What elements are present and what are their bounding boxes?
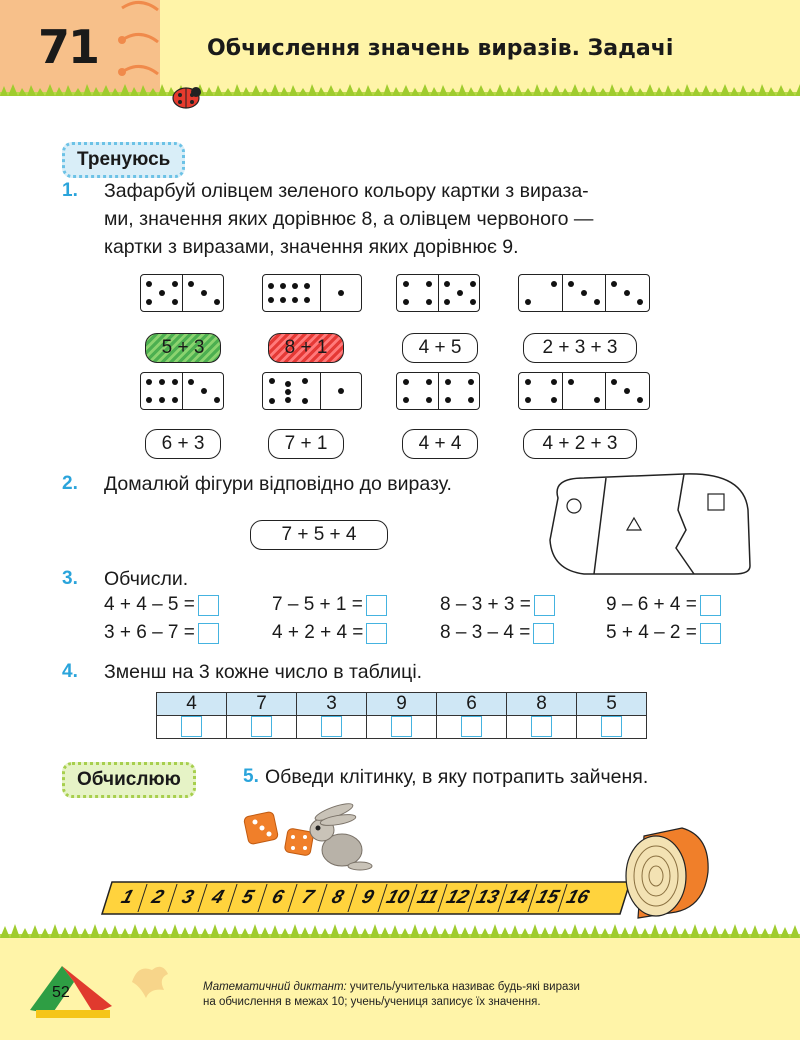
task2-text: Домалюй фігури відповідно до виразу.: [104, 473, 452, 495]
strip-cell[interactable]: 8: [317, 884, 356, 912]
domino-4-2-3: [518, 372, 650, 410]
answer-box[interactable]: [366, 595, 387, 616]
lesson-number: 71: [38, 20, 99, 74]
card-expression[interactable]: 4 + 2 + 3: [523, 429, 637, 459]
rolled-strip-icon: [614, 826, 714, 922]
answer-box[interactable]: [700, 595, 721, 616]
domino-4-5: [396, 274, 480, 312]
table-answer-cell[interactable]: [227, 716, 297, 739]
card-expression[interactable]: 6 + 3: [145, 429, 221, 459]
equation: 5 + 4 – 2 =: [606, 622, 721, 644]
card-expression[interactable]: 7 + 1: [268, 429, 344, 459]
leaf-icon: [128, 960, 172, 1000]
answer-box[interactable]: [366, 623, 387, 644]
page-number: 52: [52, 984, 70, 1001]
equation: 8 – 3 + 3 =: [440, 594, 555, 616]
task1-text-line1: Зафарбуй олівцем зеленого кольору картки з вираза-: [104, 180, 589, 202]
domino-7-1: [262, 372, 362, 410]
strip-cell[interactable]: 4: [197, 884, 236, 912]
table-answer-cell[interactable]: [367, 716, 437, 739]
answer-box[interactable]: [198, 623, 219, 644]
domino-8-1: [262, 274, 362, 312]
task2-expression-card: 7 + 5 + 4: [250, 520, 388, 550]
table-cell: 5: [577, 693, 647, 716]
table-cell: 8: [507, 693, 577, 716]
section-compute-label: Обчислюю: [62, 762, 196, 798]
domino-4-4: [396, 372, 480, 410]
task2-number: 2.: [62, 473, 78, 494]
table-answer-cell[interactable]: [297, 716, 367, 739]
strip-cell[interactable]: 12: [437, 884, 476, 912]
answer-box[interactable]: [533, 623, 554, 644]
card-expression[interactable]: 4 + 4: [402, 429, 478, 459]
square-icon: [708, 494, 724, 510]
strip-cell[interactable]: 16: [557, 884, 596, 912]
card-expression[interactable]: 2 + 3 + 3: [523, 333, 637, 363]
strip-cell[interactable]: 15: [527, 884, 566, 912]
strip-cell[interactable]: 13: [467, 884, 506, 912]
task1-number: 1.: [62, 180, 78, 201]
card-expression[interactable]: 8 + 1: [268, 333, 344, 363]
table-cell: 6: [437, 693, 507, 716]
card-expression[interactable]: 5 + 3: [145, 333, 221, 363]
equation: 4 + 4 – 5 =: [104, 594, 219, 616]
equation: 7 – 5 + 1 =: [272, 594, 387, 616]
domino-2-3-3: [518, 274, 650, 312]
task5-text: Обведи клітинку, в яку потрапить зайченя.: [265, 766, 649, 788]
strip-cell[interactable]: 11: [407, 884, 446, 912]
strip-cell[interactable]: 10: [377, 884, 416, 912]
circle-icon: [567, 499, 581, 513]
strip-cell[interactable]: 5: [227, 884, 266, 912]
table-answer-cell[interactable]: [507, 716, 577, 739]
strip-cell[interactable]: 2: [137, 884, 176, 912]
task1-text-line3: картки з виразами, значення яких дорівнює 9.: [104, 236, 519, 258]
decorative-arcs: [110, 0, 170, 92]
page-number-badge: [22, 958, 122, 1020]
table-cell: 9: [367, 693, 437, 716]
grass-border-top: [0, 82, 800, 112]
task4-text: Зменш на 3 кожне число в таблиці.: [104, 661, 423, 683]
table-answer-cell[interactable]: [577, 716, 647, 739]
equation: 3 + 6 – 7 =: [104, 622, 219, 644]
strip-cell[interactable]: 3: [167, 884, 206, 912]
answer-box[interactable]: [198, 595, 219, 616]
strip-cell[interactable]: 14: [497, 884, 536, 912]
page-title: Обчислення значень виразів. Задачі: [207, 36, 674, 61]
domino-5-3: [140, 274, 224, 312]
task3-text: Обчисли.: [104, 568, 189, 590]
equation: 4 + 2 + 4 =: [272, 622, 387, 644]
strip-cell[interactable]: 9: [347, 884, 386, 912]
strip-cell[interactable]: 6: [257, 884, 296, 912]
table-answer-cell[interactable]: [437, 716, 507, 739]
table-answer-cell[interactable]: [157, 716, 227, 739]
equation: 9 – 6 + 4 =: [606, 594, 721, 616]
strip-cell[interactable]: 7: [287, 884, 326, 912]
card-expression[interactable]: 4 + 5: [402, 333, 478, 363]
task3-number: 3.: [62, 568, 78, 589]
table-cell: 7: [227, 693, 297, 716]
strip-cell[interactable]: 1: [118, 887, 136, 908]
task5-number: 5.: [243, 766, 259, 787]
section-practice-label: Тренуюсь: [62, 142, 185, 178]
equation: 8 – 3 – 4 =: [440, 622, 554, 644]
table-cell: 3: [297, 693, 367, 716]
footnote: Математичний диктант: учитель/учителька називає будь-які вирази на обчислення в межах 10; учень/учениця записує їх значення.: [203, 981, 580, 1008]
task1-text-line2: ми, значення яких дорівнює 8, а олівцем червоного —: [104, 208, 594, 230]
table-cell: 4: [157, 693, 227, 716]
shapes-figure[interactable]: [544, 470, 756, 578]
answer-box[interactable]: [534, 595, 555, 616]
rabbit-with-dice-illustration: [242, 800, 382, 880]
grass-border-bottom: [0, 920, 800, 950]
domino-6-3: [140, 372, 224, 410]
answer-box[interactable]: [700, 623, 721, 644]
ladybug-icon: [168, 82, 204, 112]
subtract-table: [156, 692, 647, 739]
task4-number: 4.: [62, 661, 78, 682]
